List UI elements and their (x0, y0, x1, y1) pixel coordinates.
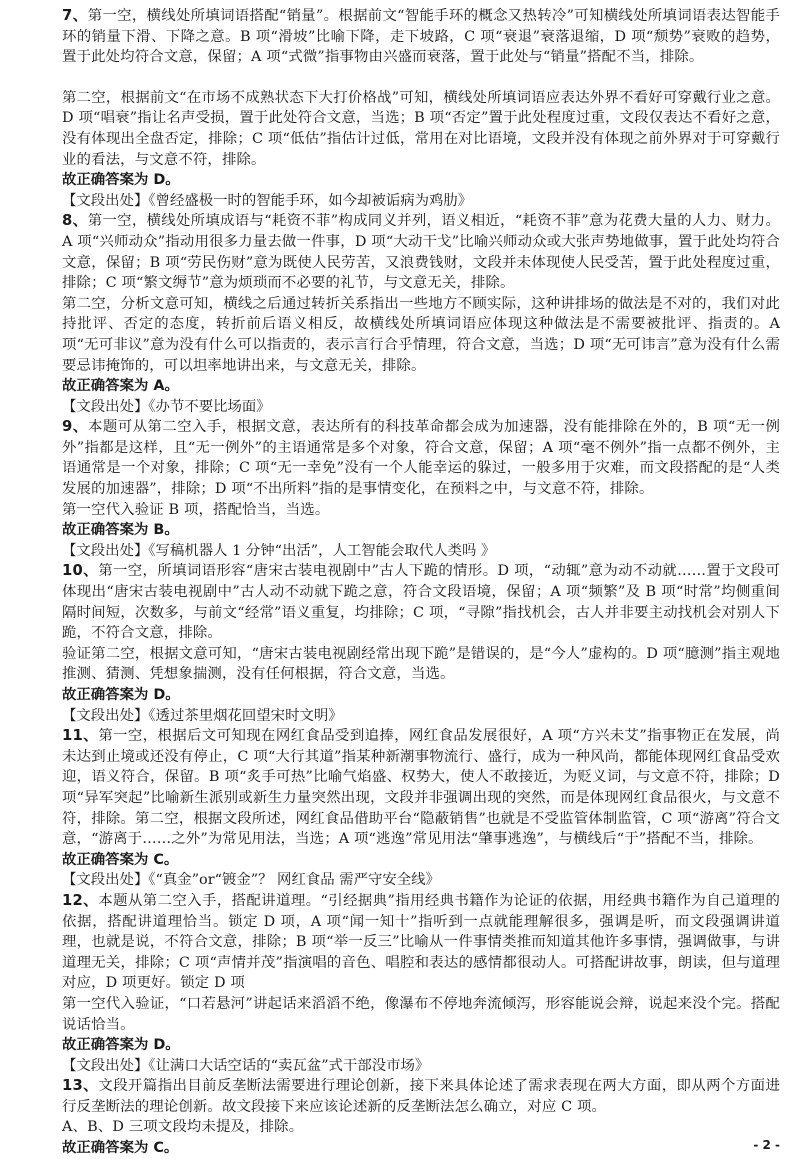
q9-number: 9、 (62, 418, 89, 436)
q10-answer: 故正确答案为 D。 (62, 687, 180, 703)
q10-para-2: 验证第二空，根据文意可知，“唐宋古装电视剧经常出现下跪”是错误的，是“今人”虚构的。D 项“臆测”指主观地推测、猜测、凭想象揣测，没有任何根据，符合文意，当选。 (62, 645, 780, 683)
q7-para-2: 第二空，根据前文“在市场不成熟状态下大打价格战”可知，横线处所填词语应表达外界不看好可穿戴行业之意。D 项“唱衰”指让名声受损，置于此处符合文意，当选；B 项“否定”置于此处程度过重，文段仅表达不看好之意，没有体现出全盘否定，排除；C 项“低估”指估计过低，常用在对比语境，文段并没有体现之前外界对于可穿戴行业的看法，与文意不符，排除。 (62, 89, 780, 168)
q12-para-2: 第一空代入验证，“口若悬河”讲起话来滔滔不绝，像瀑布不停地奔流倾泻，形容能说会辩，说起来没个完。搭配说话恰当。 (62, 995, 780, 1033)
q12-source: 【文段出处】《让满口大话空话的“卖瓦盆”式干部没市场》 (62, 1057, 430, 1074)
q8-number: 8、 (62, 212, 88, 230)
q12-answer: 故正确答案为 D。 (62, 1037, 180, 1054)
q8-para-2: 第二空，分析文意可知，横线之后通过转折关系指出一些地方不顾实际，这种讲排场的做法是不对的，我们对此持批评、否定的态度，转折前后语义相反，故横线处所填词语应体现这种做法是不需要被批评、指责的。A 项“无可非议”意为没有什么可以指责的，表示言行合乎情理，符合文意，当选；D 项“无可讳言”意为没有什么需要忌讳掩饰的，可以坦率地讲出来，与文意无关，排除。 (62, 295, 780, 374)
q9-para-1: 9、本题可从第二空入手，根据文意，表达所有的科技革命都会成为加速器，没有能排除在外的，B 项“无一例外”指都是这样，且“无一例外”的主语通常是多个对象，符合文意，保留；A 项“毫不例外”指一点都不例外，主语通常是一个对象，排除；C 项“无一幸免”没有一个人能幸运的躲过，一般多用于灾难，而文段搭配的是“人类发展的加速器”，排除；D 项“不出所料”指的是事情变化，在预料之中，与文意不符，排除。 (62, 418, 780, 498)
q11-para-1: 11、第一空，根据后文可知现在网红食品受到追捧，网红食品发展很好，A 项“方兴未艾”指事物正在发展，尚未达到止境或还没有停止，C 项“大行其道”指某种新潮事物流行、盛行，成为一种风尚，都能体现网红食品受欢迎，语义符合，保留。B 项“炙手可热”比喻气焰盛、权势大，使人不敢接近，为贬义词，与文意不符，排除；D 项“异军突起”比喻新生派别或新生力量突然出现，文段并非强调出现的突然，而是体现网红食品很火，与文意不符，排除。第二空，根据文段所述，网红食品借助平台“隐蔽销售”也就是不受监管体制监管，C 项“游离”符合文意，“游离于……之外”为常见用法，当选；A 项“逃逸”常见用法“肇事逃逸”，与横线后“于”搭配不当，排除。 (62, 727, 780, 848)
q11-answer: 故正确答案为 C。 (62, 851, 179, 868)
q10-source: 【文段出处】《透过茶里烟花回望宋时文明》 (62, 707, 343, 724)
q8-answer: 故正确答案为 A。 (62, 378, 179, 395)
q7-gap (62, 68, 780, 88)
q13-para-1: 13、文段开篇指出目前反垄断法需要进行理论创新，接下来具体论述了需求表现在两大方面，即从两个方面进行反垄断法的理论创新。故文段接下来应该论述新的反垄断法怎么确立，对应 C 项。 (62, 1077, 780, 1115)
q13-number: 13、 (62, 1077, 99, 1095)
q9-para-2: 第一空代入验证 B 项，搭配恰当，当选。 (62, 501, 330, 518)
page-number: - 2 - (753, 1138, 780, 1152)
q9-answer: 故正确答案为 B。 (62, 522, 179, 539)
q7-source: 【文段出处】《曾经盛极一时的智能手环，如今却被诟病为鸡肋》 (62, 192, 473, 209)
q13-para-2: A、B、D 三项文段均未提及，排除。 (62, 1119, 304, 1136)
q8-source: 【文段出处】《办节不要比场面》 (62, 398, 271, 415)
q13-answer: 故正确答案为 C。 (62, 1140, 179, 1157)
q10-number: 10、 (62, 562, 99, 580)
q9-source: 【文段出处】《写稿机器人 1 分钟“出活”，人工智能会取代人类吗 》 (62, 542, 496, 559)
q12-number: 12、 (62, 891, 99, 909)
answer-page (62, 6, 780, 1159)
q10-para-1: 10、第一空，所填词语形容“唐宋古装电视剧中”古人下跪的情形。D 项，“动辄”意为动不动就……置于文段可体现出“唐宋古装电视剧中”古人动不动就下跪之意，符合文段语境，保留；A 项“频繁”及 B 项“时常”均侧重间隔时间短，次数多，与前文“经常”语义重复，均排除；C 项，“寻隙”指找机会，古人并非要主动找机会对别人下跪，不符合文意，排除。 (62, 562, 780, 642)
q12-para-1: 12、本题从第二空入手，搭配讲道理。“引经据典”指用经典书籍作为论证的依据，用经典书籍作为自己道理的依据，搭配讲道理恰当。锁定 D 项，A 项“闻一知十”指听到一点就能理解很多，强调是听，而文段强调讲道理，也就是说，不符合文意，排除；B 项“举一反三”比喻从一件事情类推而知道其他许多事情，强调做事，与讲道理无关，排除；C 项“声情并茂”指演唱的音色、唱腔和表达的感情都很动人。可搭配讲故事，朗读，但与道理对应，D 项更好。锁定 D 项 (62, 891, 780, 992)
q7-answer: 故正确答案为 D。 (62, 172, 180, 189)
q11-number: 11、 (62, 727, 99, 745)
q7-number: 7、 (62, 7, 88, 24)
q7-para-1: 7、第一空，横线处所填词语搭配“销量”。根据前文“智能手环的概念又热转冷”可知横线处所填词语表达智能手环的销量下滑、下降之意。B 项“滑坡”比喻下降，走下坡路，C 项“衰退”衰落退缩，D 项“颓势”衰败的趋势，置于此处均符合文意，保留；A 项“式微”指事物由兴盛而衰落，置于此处与“销量”搭配不当，排除。 (62, 7, 780, 66)
q11-source: 【文段出处】《“真金”or“镀金”？ 网红食品 需严守安全线》 (62, 872, 440, 889)
q8-para-1: 8、第一空，横线处所填成语与“耗资不菲”构成同义并列，语义相近，“耗资不菲”意为花费大量的人力、财力。A 项“兴师动众”指动用很多力量去做一件事，D 项“大动干戈”比喻兴师动众或大张声势地做事，置于此处均符合文意，保留；B 项“劳民伤财”意为既使人民劳苦，又浪费钱财，文段并未体现使人民受苦，置于此处程度过重，排除；C 项“繁文缛节”意为烦琐而不必要的礼节，与文意无关，排除。 (62, 212, 780, 292)
